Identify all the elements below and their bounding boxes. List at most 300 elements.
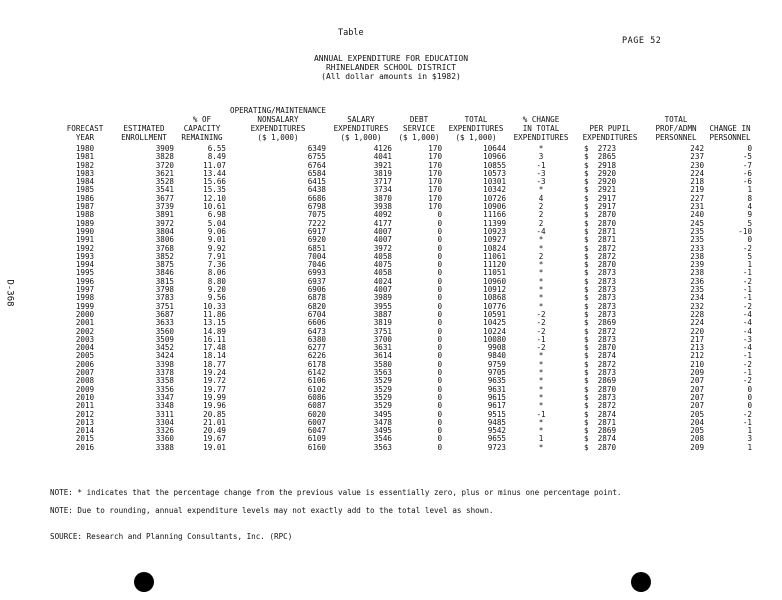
table-cell: -2	[536, 326, 546, 336]
table-cell: 6764	[307, 160, 327, 170]
table-cell: 7004	[307, 251, 327, 261]
table-cell: 6020	[307, 409, 327, 419]
table-cell: 3819	[373, 168, 393, 178]
table-cell: $ 2869	[584, 426, 617, 436]
table-cell: 3495	[373, 426, 393, 436]
table-cell: 4177	[373, 218, 393, 228]
table-cell: 3388	[155, 442, 174, 452]
table-cell: 3541	[155, 185, 174, 195]
table-cell: 236	[690, 276, 705, 286]
table-cell: 3356	[155, 384, 174, 394]
table-cell: $ 2874	[584, 434, 617, 444]
table-cell: *	[538, 401, 544, 411]
table-cell: $ 2869	[584, 318, 617, 328]
table-cell: 0	[437, 442, 443, 452]
table-cell: 234	[690, 293, 705, 303]
table-cell: 3378	[155, 368, 174, 378]
table-cell: 6087	[307, 401, 327, 411]
table-cell: 19.77	[203, 384, 226, 394]
table-cell: 6878	[307, 293, 327, 303]
table-cell: 3989	[373, 293, 393, 303]
table-cell: 207	[690, 376, 705, 386]
table-cell: 3806	[155, 235, 174, 245]
table-cell: 9.56	[207, 293, 226, 303]
table-cell: 2011	[75, 401, 95, 411]
table-cell: *	[538, 417, 544, 427]
table-cell: 2006	[75, 359, 95, 369]
table-cell: 3478	[373, 417, 393, 427]
document-subtitle: RHINELANDER SCHOOL DISTRICT	[325, 63, 457, 72]
table-cell: -1	[742, 368, 753, 378]
table-cell: 2	[538, 202, 544, 212]
binder-hole-right	[631, 572, 651, 592]
column-header-line: DEBT	[409, 115, 429, 124]
table-cell: 3887	[373, 309, 393, 319]
table-cell: 9515	[487, 409, 507, 419]
source-note: SOURCE: Research and Planning Consultants, Inc. (RPC)	[50, 532, 293, 541]
expenditure-table	[58, 106, 754, 452]
table-cell: -2	[536, 309, 546, 319]
table-cell: 204	[690, 417, 705, 427]
table-cell: 2008	[75, 376, 95, 386]
table-cell: 11061	[483, 251, 507, 261]
table-cell: 7.36	[207, 260, 226, 270]
table-cell: 0	[437, 301, 443, 311]
table-cell: 2010	[75, 392, 95, 402]
table-cell: -1	[742, 417, 753, 427]
table-cell: 0	[437, 226, 443, 236]
table-cell: 10573	[483, 168, 507, 178]
column-header	[444, 106, 508, 145]
table-cell: 0	[437, 334, 443, 344]
column-header-line: ($ 1,000)	[257, 133, 299, 142]
table-cell: 19.24	[203, 368, 226, 378]
table-cell: $ 2874	[584, 409, 617, 419]
table-cell: -2	[742, 409, 753, 419]
table-cell: 10923	[483, 226, 507, 236]
column-header-line: YEAR	[75, 133, 95, 142]
table-cell: -1	[536, 334, 546, 344]
table-cell: 6106	[307, 376, 327, 386]
table-cell: 5.04	[207, 218, 226, 228]
table-cell: 7.91	[207, 251, 226, 261]
table-cell: 10342	[483, 185, 507, 195]
table-cell: 1	[747, 185, 753, 195]
table-cell: 235	[690, 226, 705, 236]
table-cell: 220	[690, 326, 705, 336]
table-cell: 9485	[487, 417, 507, 427]
table-cell: 3358	[155, 376, 174, 386]
table-cell: 238	[690, 251, 705, 261]
table-cell: $ 2920	[584, 168, 617, 178]
table-cell: 3891	[155, 210, 174, 220]
table-cell: 208	[690, 434, 705, 444]
table-cell: 235	[690, 235, 705, 245]
table-cell: $ 2918	[584, 160, 617, 170]
table-cell: 3739	[155, 202, 174, 212]
table-cell: 232	[690, 301, 705, 311]
table-cell: 4075	[373, 260, 393, 270]
table-cell: 6160	[307, 442, 327, 452]
table-cell: 4058	[373, 251, 393, 261]
table-cell: *	[538, 426, 544, 436]
table-cell: 10906	[483, 202, 507, 212]
table-cell: *	[538, 442, 544, 452]
table-cell: 3529	[373, 384, 393, 394]
table-cell: $ 2873	[584, 334, 617, 344]
table-cell: 4024	[373, 276, 393, 286]
table-cell: 9615	[487, 392, 507, 402]
table-cell: 9.20	[207, 285, 226, 295]
table-cell: 3	[538, 152, 544, 162]
table-cell: 0	[437, 376, 443, 386]
column-header	[646, 106, 706, 145]
table-cell: 1991	[75, 235, 95, 245]
table-cell: -6	[742, 177, 753, 187]
table-cell: 3870	[373, 193, 393, 203]
table-cell: 10.61	[203, 202, 226, 212]
table-cell: 170	[428, 193, 443, 203]
table-cell: 6380	[307, 334, 327, 344]
table-cell: 3972	[373, 243, 393, 253]
table-cell: 10726	[483, 193, 507, 203]
table-cell: 1988	[75, 210, 95, 220]
table-cell: 8	[747, 193, 753, 203]
table-cell: 3360	[155, 434, 174, 444]
table-cell: 6086	[307, 392, 327, 402]
column-header-line: % CHANGE	[522, 115, 560, 124]
table-cell: 3734	[373, 185, 393, 195]
table-cell: 21.01	[203, 417, 226, 427]
table-cell: -1	[742, 293, 753, 303]
table-cell: 19.99	[203, 392, 226, 402]
table-cell: 6993	[307, 268, 327, 278]
table-cell: 3529	[373, 401, 393, 411]
header-label: Table	[338, 28, 364, 38]
column-header-line: TOTAL	[464, 115, 488, 124]
table-cell: 0	[437, 392, 443, 402]
table-cell: 0	[437, 318, 443, 328]
table-cell: 1980	[75, 144, 95, 153]
table-cell: 1998	[75, 293, 95, 303]
table-cell: 18.14	[203, 351, 226, 361]
table-cell: 14.89	[203, 326, 226, 336]
table-cell: 11.86	[203, 309, 226, 319]
table-cell: 9655	[487, 434, 507, 444]
table-cell: 4	[538, 193, 544, 203]
table-cell: 6606	[307, 318, 327, 328]
table-cell: 0	[437, 260, 443, 270]
table-cell: 3846	[155, 268, 174, 278]
table-cell: $ 2873	[584, 368, 617, 378]
table-cell: 6226	[307, 351, 327, 361]
table-cell: 8.49	[207, 152, 226, 162]
table-cell: 0	[437, 417, 443, 427]
table-cell: 3828	[155, 152, 174, 162]
table-cell: 0	[747, 144, 753, 153]
column-header-line: OPERATING/MAINTENANCE	[230, 106, 327, 115]
table-cell: $ 2874	[584, 351, 617, 361]
document-dollar-note: (All dollar amounts in $1982)	[321, 72, 461, 81]
table-cell: $ 2873	[584, 276, 617, 286]
table-cell: 6047	[307, 426, 327, 436]
table-cell: 1	[747, 442, 753, 452]
table-cell: -2	[742, 301, 753, 311]
table-cell: *	[538, 185, 544, 195]
table-cell: 170	[428, 168, 443, 178]
table-cell: 19.01	[203, 442, 226, 452]
table-cell: $ 2869	[584, 376, 617, 386]
table-cell: 209	[690, 368, 705, 378]
table-cell: 6584	[307, 168, 327, 178]
table-cell: 2001	[75, 318, 95, 328]
table-cell: 6851	[307, 243, 327, 253]
table-cell: -1	[536, 160, 546, 170]
table-cell: 6142	[307, 368, 327, 378]
table-cell: 9.01	[207, 235, 226, 245]
table-cell: *	[538, 144, 544, 153]
table-cell: *	[538, 368, 544, 378]
column-header-line: CHANGE IN	[709, 124, 751, 133]
table-cell: *	[538, 301, 544, 311]
table-cell: 0	[437, 409, 443, 419]
table-cell: $ 2870	[584, 442, 617, 452]
table-cell: 0	[437, 343, 443, 353]
table-cell: $ 2723	[584, 144, 617, 153]
column-header-line: PERSONNEL	[655, 133, 697, 142]
table-cell: 4007	[373, 235, 393, 245]
table-cell: 3798	[155, 285, 174, 295]
table-cell: 19.67	[203, 434, 226, 444]
table-cell: 212	[690, 351, 705, 361]
table-cell: 3631	[373, 343, 393, 353]
table-cell: 11399	[483, 218, 507, 228]
table-cell: 2016	[75, 442, 95, 452]
table-cell: 3311	[155, 409, 174, 419]
table-cell: 10080	[483, 334, 507, 344]
column-header-line: PERSONNEL	[709, 133, 751, 142]
table-cell: *	[538, 268, 544, 278]
table-cell: -3	[742, 334, 753, 344]
table-cell: 207	[690, 401, 705, 411]
table-cell: $ 2873	[584, 392, 617, 402]
table-cell: 3751	[155, 301, 174, 311]
table-cell: 9.06	[207, 226, 226, 236]
note-rounding: NOTE: Due to rounding, annual expenditure levels may not exactly add to the total level as shown.	[50, 506, 494, 515]
table-cell: 0	[437, 276, 443, 286]
table-cell: 9631	[487, 384, 507, 394]
table-cell: 10927	[483, 235, 507, 245]
table-cell: $ 2870	[584, 210, 617, 220]
table-cell: 0	[437, 309, 443, 319]
table-cell: 13.15	[203, 318, 226, 328]
column-header-line: EXPENDITURES	[582, 133, 638, 142]
table-cell: 217	[690, 334, 705, 344]
table-cell: 9908	[487, 343, 507, 353]
column-header-line: ($ 1,000)	[455, 133, 497, 142]
column-header-line: ($ 1,000)	[398, 133, 440, 142]
table-cell: $ 2872	[584, 243, 617, 253]
table-cell: 7075	[307, 210, 327, 220]
table-cell: 6917	[307, 226, 327, 236]
table-cell: -2	[742, 376, 753, 386]
table-cell: 3852	[155, 251, 174, 261]
table-cell: 1995	[75, 268, 95, 278]
table-cell: 1	[747, 426, 753, 436]
table-cell: 9617	[487, 401, 507, 411]
table-cell: 6415	[307, 177, 327, 187]
table-cell: 0	[747, 384, 753, 394]
table-cell: 3529	[373, 376, 393, 386]
table-cell: 12.10	[203, 193, 226, 203]
table-cell: 10224	[483, 326, 507, 336]
table-cell: -4	[742, 326, 753, 336]
table-cell: 0	[437, 434, 443, 444]
table-cell: 10644	[483, 144, 507, 153]
table-cell: 3495	[373, 409, 393, 419]
table-cell: -2	[742, 276, 753, 286]
column-header-line: EXPENDITURES	[448, 124, 504, 133]
table-cell: 205	[690, 426, 705, 436]
table-cell: -2	[536, 318, 546, 328]
table-cell: 20.85	[203, 409, 226, 419]
table-cell: 10824	[483, 243, 507, 253]
table-cell: *	[538, 392, 544, 402]
table-cell: 205	[690, 409, 705, 419]
table-cell: 10591	[483, 309, 507, 319]
table-cell: 1996	[75, 276, 95, 286]
table-cell: 3529	[373, 392, 393, 402]
table-cell: 1	[538, 434, 544, 444]
table-cell: *	[538, 243, 544, 253]
table-cell: $ 2873	[584, 285, 617, 295]
table-cell: 6102	[307, 384, 327, 394]
note-asterisk: NOTE: * indicates that the percentage change from the previous value is essentially zero, plus or minus one percentage point.	[50, 488, 622, 497]
table-cell: 6906	[307, 285, 327, 295]
table-cell: 3347	[155, 392, 174, 402]
table-cell: 227	[690, 193, 705, 203]
table-cell: 2009	[75, 384, 95, 394]
table-cell: $ 2870	[584, 384, 617, 394]
table-cell: 0	[437, 235, 443, 245]
table-cell: -1	[742, 351, 753, 361]
table-header-row	[58, 106, 754, 145]
table-cell: 11120	[483, 260, 507, 270]
table-cell: 1987	[75, 202, 95, 212]
table-cell: 2003	[75, 334, 95, 344]
table-cell: -3	[536, 168, 546, 178]
column-header-line: PER PUPIL	[589, 124, 631, 133]
table-cell: 3700	[373, 334, 393, 344]
table-cell: 3875	[155, 260, 174, 270]
table-cell: 245	[690, 218, 705, 228]
table-cell: 0	[437, 251, 443, 261]
table-cell: 0	[437, 293, 443, 303]
column-header-line: IN TOTAL	[522, 124, 560, 133]
table-cell: -3	[536, 177, 546, 187]
table-cell: 6178	[307, 359, 327, 369]
table-cell: 10.33	[203, 301, 226, 311]
table-cell: 1990	[75, 226, 95, 236]
table-cell: 6349	[307, 144, 327, 153]
table-cell: *	[538, 276, 544, 286]
column-header-line: EXPENDITURES	[513, 133, 569, 142]
table-cell: 7046	[307, 260, 327, 270]
table-cell: 0	[747, 235, 753, 245]
table-cell: 6820	[307, 301, 327, 311]
table-cell: -2	[536, 343, 546, 353]
column-header	[706, 106, 754, 145]
table-cell: 9.92	[207, 243, 226, 253]
column-header	[58, 106, 112, 145]
table-cell: 3633	[155, 318, 174, 328]
table-cell: $ 2873	[584, 309, 617, 319]
column-header-line: REMAINING	[181, 133, 223, 142]
table-cell: 218	[690, 177, 705, 187]
column-header-line: EXPENDITURES	[250, 124, 306, 133]
table-cell: 3528	[155, 177, 174, 187]
table-cell: 213	[690, 343, 705, 353]
table-cell: 3424	[155, 351, 174, 361]
table-cell: 10868	[483, 293, 507, 303]
table-cell: 6277	[307, 343, 327, 353]
table-cell: 0	[437, 243, 443, 253]
table-cell: $ 2871	[584, 235, 617, 245]
table-cell: 9723	[487, 442, 507, 452]
column-header	[176, 106, 228, 145]
table-cell: 3580	[373, 359, 393, 369]
table-cell: $ 2917	[584, 202, 617, 212]
table-cell: 10855	[483, 160, 507, 170]
table-cell: 2002	[75, 326, 95, 336]
table-cell: 1994	[75, 260, 95, 270]
table-cell: 9840	[487, 351, 507, 361]
table-cell: 2004	[75, 343, 95, 353]
table-cell: 2000	[75, 309, 95, 319]
table-cell: 4007	[373, 285, 393, 295]
table-cell: 0	[437, 326, 443, 336]
table-cell: $ 2873	[584, 301, 617, 311]
table-cell: 5	[747, 218, 753, 228]
table-cell: 3398	[155, 359, 174, 369]
table-cell: 3560	[155, 326, 174, 336]
table-cell: -5	[742, 152, 753, 162]
table-cell: 0	[437, 218, 443, 228]
table-cell: $ 2872	[584, 251, 617, 261]
table-cell: -1	[536, 409, 546, 419]
table-cell: 1984	[75, 177, 95, 187]
column-header	[112, 106, 176, 145]
table-cell: 207	[690, 384, 705, 394]
table-cell: 209	[690, 442, 705, 452]
column-header	[228, 106, 328, 145]
table-cell: 15.66	[203, 177, 226, 187]
column-header-line: EXPENDITURES	[333, 124, 389, 133]
table-cell: 4126	[373, 144, 393, 153]
table-cell: *	[538, 260, 544, 270]
column-header-line: CAPACITY	[183, 124, 221, 133]
column-header-line: FORECAST	[66, 124, 104, 133]
table-cell: 4007	[373, 226, 393, 236]
table-cell: $ 2871	[584, 417, 617, 427]
table-cell: -4	[742, 309, 753, 319]
table-cell: 3563	[373, 368, 393, 378]
table-cell: 3804	[155, 226, 174, 236]
table-cell: 239	[690, 260, 705, 270]
table-cell: 11166	[483, 210, 507, 220]
table-cell: 10966	[483, 152, 507, 162]
table-cell: 3687	[155, 309, 174, 319]
